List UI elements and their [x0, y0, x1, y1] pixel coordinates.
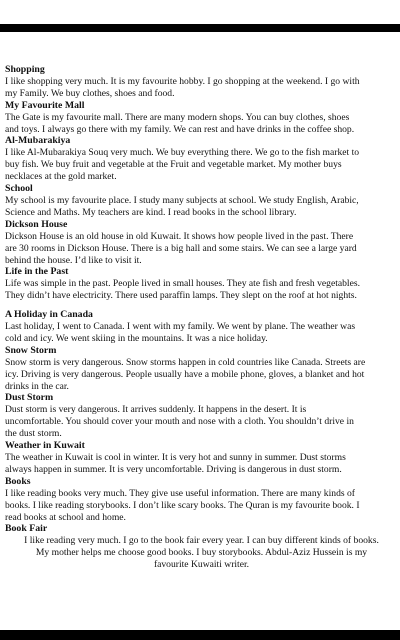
- paragraph-line: always happen in summer. It is very uncomfortable. Driving is dangerous in dust storm.: [5, 463, 342, 475]
- section-favourite-mall: [5, 100, 400, 136]
- paragraph-line: cold and icy. We went skiing in the mountains. It was a nice holiday.: [5, 332, 268, 344]
- section-heading: A Holiday in Canada: [5, 309, 93, 321]
- section-book-fair: [5, 523, 400, 571]
- bottom-bar: [0, 630, 400, 640]
- paragraph-line: Snow storm is very dangerous. Snow storms happen in cold countries like Canada. Streets are: [5, 356, 366, 368]
- section-heading: Al-Mubarakiya: [5, 135, 71, 147]
- section-holiday-in-canada: [5, 309, 400, 345]
- section-heading: Weather in Kuwait: [5, 440, 85, 452]
- paragraph-line: I like reading books very much. They give use useful information. There are many kinds of: [5, 487, 355, 499]
- paragraph-line: I like reading very much. I go to the book fair every year. I can buy different kinds of books.: [24, 535, 379, 547]
- section-heading: School: [5, 183, 33, 195]
- top-bar: [0, 0, 400, 32]
- section-snow-storm: [5, 345, 400, 393]
- paragraph-line: Last holiday, I went to Canada. I went with my family. We went by plane. The weather was: [5, 321, 356, 333]
- paragraph-line: My school is my favourite place. I study many subjects at school. We study English, Arabic,: [5, 194, 359, 206]
- paragraph-line: The Gate is my favourite mall. There are many modern shops. You can buy clothes, shoes: [5, 111, 350, 123]
- paragraph-line: are 30 rooms in Dickson House. There is a big hall and some stairs. We can see a large yard: [5, 242, 357, 254]
- paragraph-line: I like Al-Mubarakiya Souq very much. We buy everything there. We go to the fish market to: [5, 147, 360, 159]
- paragraph-line: and toys. I always go there with my family. We can rest and have drinks in the coffee shop.: [5, 123, 355, 135]
- paragraph-line: favourite Kuwaiti writer.: [153, 559, 250, 571]
- section-books: [5, 476, 400, 524]
- section-gap: [5, 302, 400, 309]
- section-heading: My Favourite Mall: [5, 99, 85, 111]
- paragraph-line: my Family. We buy clothes, shoes and food.: [5, 87, 175, 99]
- paragraph-line: necklaces at the gold market.: [5, 171, 117, 183]
- section-heading: Dickson House: [5, 218, 68, 230]
- paragraph-line: The weather in Kuwait is cool in winter. It is very hot and sunny in summer. Dust storms: [5, 452, 346, 463]
- paragraph-line: My mother helps me choose good books. I buy storybooks. Abdul-Aziz Hussein is my: [35, 547, 368, 559]
- section-heading: Book Fair: [5, 523, 48, 535]
- section-heading: Dust Storm: [5, 392, 54, 404]
- paragraph-line: Life was simple in the past. People lived in small houses. They ate fish and fresh vegetables.: [5, 278, 360, 290]
- paragraph-line: I like shopping very much. It is my favourite hobby. I go shopping at the weekend. I go with: [5, 75, 360, 87]
- document-page: [5, 64, 400, 571]
- section-dickson-house: [5, 219, 400, 267]
- top-divider: [0, 24, 400, 32]
- section-life-in-the-past: [5, 266, 400, 302]
- paragraph-line: icy. Driving is very dangerous. People usually have a mobile phone, gloves, a blanket and hot: [5, 368, 365, 380]
- paragraph-line: uncomfortable. You should cover your mouth and nose with a cloth. You shouldn’t drive in: [5, 416, 354, 428]
- paragraph-line: Dust storm is very dangerous. It arrives suddenly. It happens in the desert. It is: [5, 404, 307, 416]
- section-heading: Books: [5, 475, 31, 487]
- section-shopping: [5, 64, 400, 100]
- paragraph-line: behind the house. I’d like to visit it.: [5, 254, 142, 266]
- section-heading: Shopping: [5, 64, 45, 75]
- paragraph-line: books. I like reading storybooks. I don’t like scary books. The Quran is my favourite book. I: [5, 499, 360, 511]
- paragraph-line: Dickson House is an old house in old Kuwait. It shows how people lived in the past. There: [5, 230, 354, 242]
- paragraph-line: read books at school and home.: [5, 511, 126, 523]
- paragraph-line: drinks in the car.: [5, 380, 69, 392]
- paragraph-line: They didn’t have electricity. There used paraffin lamps. They slept on the roof at hot nights.: [5, 290, 357, 302]
- paragraph-line: buy fish. We buy fruit and vegetable at the Fruit and vegetable market. My mother buys: [5, 159, 342, 171]
- section-al-mubarakiya: [5, 135, 400, 183]
- section-dust-storm: [5, 392, 400, 440]
- section-heading: Life in the Past: [5, 266, 69, 278]
- paragraph-line: the dust storm.: [5, 428, 62, 440]
- section-heading: Snow Storm: [5, 344, 57, 356]
- section-school: [5, 183, 400, 219]
- paragraph-line: Science and Maths. My teachers are kind. I read books in the school library.: [5, 206, 297, 218]
- section-weather-in-kuwait: [5, 440, 400, 476]
